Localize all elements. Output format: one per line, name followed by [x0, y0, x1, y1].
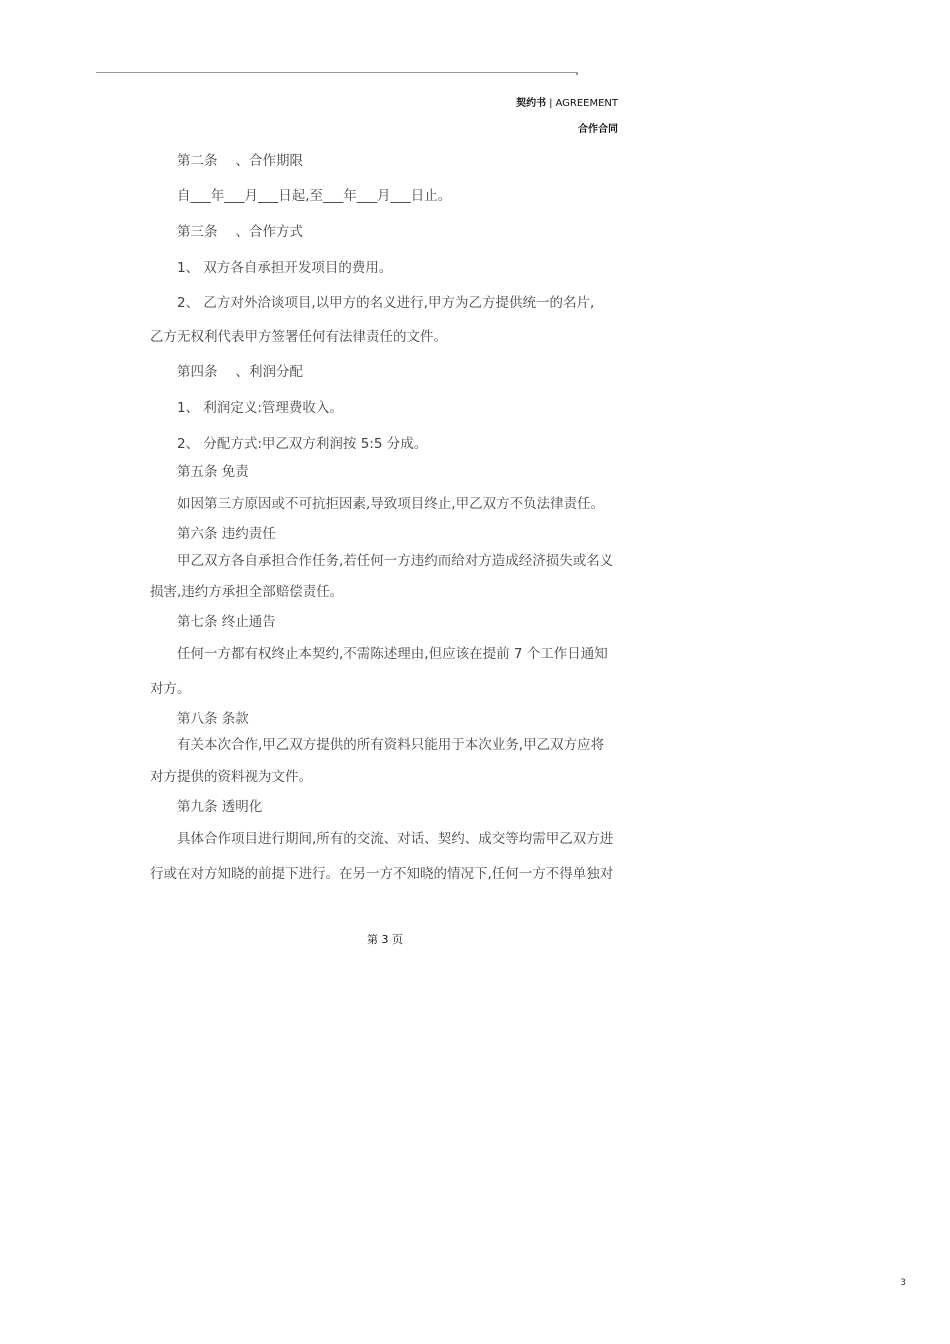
article-3-item-1: 1、 双方各自承担开发项目的费用。 [177, 260, 393, 276]
header-rule-end [576, 72, 578, 75]
article-4-title-suffix: 、利润分配 [235, 364, 303, 380]
article-2-heading [177, 152, 303, 170]
header-title-cn: 契约书 [516, 98, 547, 109]
page-footer-label: 第 3 页 [367, 933, 403, 946]
page-number: 3 [900, 1278, 906, 1288]
article-5-title: 第五条 免责 [177, 464, 249, 480]
article-5-text: 如因第三方原因或不可抗拒因素,导致项目终止,甲乙双方不负法律责任。 [177, 496, 605, 512]
article-8-text-line-1: 有关本次合作,甲乙双方提供的所有资料只能用于本次业务,甲乙双方应将 [177, 737, 605, 753]
article-3-title-suffix: 、合作方式 [235, 224, 303, 240]
article-2-title: 第二条 [177, 153, 218, 169]
running-header [516, 94, 618, 109]
article-3-title: 第三条 [177, 224, 218, 240]
article-4-heading [177, 363, 303, 381]
header-separator: | [549, 98, 553, 109]
article-3-heading [177, 223, 303, 241]
article-9-title: 第九条 透明化 [177, 799, 263, 815]
article-8-text-line-2: 对方提供的资料视为文件。 [150, 769, 312, 785]
header-subtitle: 合作合同 [578, 124, 618, 135]
article-9-text-line-1: 具体合作项目进行期间,所有的交流、对话、契约、成交等均需甲乙双方进 [177, 831, 614, 847]
article-3-item-2-line-2: 乙方无权利代表甲方签署任何有法律责任的文件。 [150, 329, 447, 345]
article-2-title-suffix: 、合作期限 [235, 153, 303, 169]
article-7-title: 第七条 终止通告 [177, 614, 276, 630]
article-4-item-2: 2、 分配方式:甲乙双方利润按 5:5 分成。 [177, 436, 428, 452]
header-title-en: AGREEMENT [555, 98, 618, 109]
article-3-item-2-line-1: 2、 乙方对外洽谈项目,以甲方的名义进行,甲方为乙方提供统一的名片, [177, 295, 595, 311]
article-2-text: 自___年___月___日起,至___年___月___日止。 [177, 188, 452, 204]
header-rule [96, 72, 578, 73]
article-7-text-line-1: 任何一方都有权终止本契约,不需陈述理由,但应该在提前 7 个工作日通知 [177, 646, 608, 662]
article-8-title: 第八条 条款 [177, 711, 249, 727]
article-4-title: 第四条 [177, 364, 218, 380]
article-7-text-line-2: 对方。 [150, 681, 191, 697]
article-6-title: 第六条 违约责任 [177, 526, 276, 542]
article-6-text-line-1: 甲乙双方各自承担合作任务,若任何一方违约而给对方造成经济损失或名义 [177, 553, 614, 569]
article-9-text-line-2: 行或在对方知晓的前提下进行。在另一方不知晓的情况下,任何一方不得单独对 [150, 866, 614, 882]
article-4-item-1: 1、 利润定义:管理费收入。 [177, 400, 343, 416]
article-6-text-line-2: 损害,违约方承担全部赔偿责任。 [150, 584, 344, 600]
